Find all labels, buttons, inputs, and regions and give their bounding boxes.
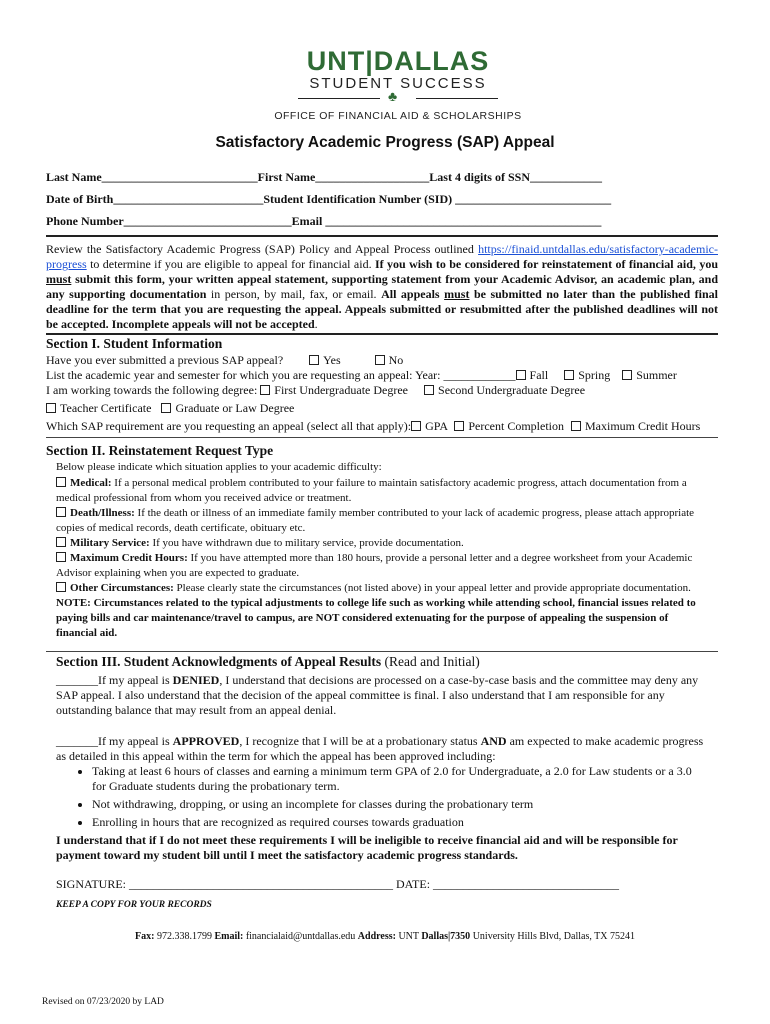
other-circumstances-checkbox[interactable]	[56, 582, 66, 592]
spring-checkbox[interactable]	[564, 370, 574, 380]
logo-rule-left	[298, 98, 380, 99]
no-checkbox[interactable]	[375, 355, 385, 365]
list-item: • Not withdrawing, dropping, or using an incomplete for classes during the probationary term	[92, 797, 706, 812]
fall-checkbox[interactable]	[516, 370, 526, 380]
sap-policy-link[interactable]: https://finaid.untdallas.edu/satisfactory-academic-progress	[46, 242, 718, 271]
logo-subtitle: STUDENT SUCCESS	[309, 75, 487, 92]
appeal-term-question: List the academic year and semester for which you are requesting an appeal: Year: ____________ Fall Spring Summer	[46, 368, 677, 382]
revised-date: Revised on 07/23/2020 by LAD	[42, 997, 164, 1007]
field-row-dob-sid[interactable]: Date of Birth_________________________Student Identification Number (SID) __________________________	[46, 192, 612, 206]
divider	[46, 437, 718, 438]
teacher-cert-checkbox[interactable]	[46, 403, 56, 413]
grad-law-checkbox[interactable]	[161, 403, 171, 413]
signature-row[interactable]: SIGNATURE: ____________________________________________ DATE: _______________________________	[56, 877, 620, 891]
medical-checkbox[interactable]	[56, 477, 66, 487]
divider	[46, 333, 718, 335]
logo-rule-right	[416, 98, 498, 99]
understand-statement: I understand that if I do not meet these requirements I will be ineligible to receive financial aid and will be responsible for payment toward my student bill until I meet the satisfactory academic progress standards.	[56, 833, 678, 862]
section1-heading: Section I. Student Information	[46, 336, 223, 351]
field-row-name[interactable]: Last Name__________________________First Name___________________Last 4 digits of SSN____________	[46, 170, 602, 184]
list-item: • Enrolling in hours that are recognized as required courses towards graduation	[92, 815, 706, 830]
section2-heading: Section II. Reinstatement Request Type	[46, 443, 274, 458]
section3-heading: Section III. Student Acknowledgments of Appeal Results (Read and Initial)	[56, 654, 480, 669]
gpa-checkbox[interactable]	[411, 421, 421, 431]
yes-checkbox[interactable]	[309, 355, 319, 365]
form-title: Satisfactory Academic Progress (SAP) Appeal	[215, 134, 555, 151]
degree-question: I am working towards the following degree: First Undergraduate Degree Second Undergraduate Degree	[46, 383, 586, 397]
probation-requirements-list	[56, 764, 706, 830]
approved-acknowledgment: _______If my appeal is APPROVED, I recognize that I will be at a probationary status AND am expected to make academic progress as detailed in this appeal within the term for which the appeal has been approved including: • Taking at least 6 hours of classes and earning a minimum term GPA of 2.0 for Undergraduate, a 2.0 for Law students or a 3.0 for Graduate students during the probationary term. • Not withdrawing, dropping, or using an incomplete for classes during the probationary term • Enrolling in hours that are recognized as required courses towards graduation I understand that if I do not meet these requirements I will be ineligible to receive financial aid and will be responsible for payment toward my student bill until I meet the satisfactory academic progress standards.	[56, 734, 706, 863]
logo-name: UNT|DALLAS	[306, 46, 490, 76]
paw-icon: ♣	[388, 90, 398, 105]
denied-acknowledgment: _______If my appeal is DENIED, I understand that decisions are processed on a case-by-case basis and the committee may deny any SAP appeal. I also understand that the decision of the appeal committee is final. I also understand that I am responsible for any outstanding balance that may result from an appeal denial.	[56, 673, 699, 717]
second-ug-checkbox[interactable]	[424, 385, 434, 395]
degree-options-row2: Teacher Certificate Graduate or Law Degree	[46, 401, 294, 416]
max-credit-hours-checkbox[interactable]	[56, 552, 66, 562]
percent-completion-checkbox[interactable]	[454, 421, 464, 431]
section2-note: NOTE: Circumstances related to the typical adjustments to college life such as working while attending school, financial issues related to paying bills and car maintenance/travel to campus, are NOT considered extenuating for the purpose of appealing the suspension of financial aid.	[56, 597, 696, 639]
logo-office: OFFICE OF FINANCIAL AID & SCHOLARSHIPS	[274, 110, 522, 122]
intro-paragraph: Review the Satisfactory Academic Progress (SAP) Policy and Appeal Process outlined https://finaid.untdallas.edu/satisfactory-academic-progress to determine if you are eligible to appeal for financial aid. If you wish to be considered for reinstatement of financial aid, you must submit this form, your written appeal statement, supporting statement from your Academic Advisor, an academic plan, and any supporting documentation in person, by mail, fax, or email. All appeals must be submitted no later than the published final deadline for the term that you are requesting the appeal. Appeals submitted or resubmitted after the published deadlines will not be accepted. Incomplete appeals will not be accepted.	[46, 242, 719, 331]
first-ug-checkbox[interactable]	[260, 385, 270, 395]
prev-appeal-question: Have you ever submitted a previous SAP appeal? Yes No	[46, 353, 404, 367]
contact-footer: Fax: 972.338.1799 Email: financialaid@untdallas.edu Address: UNT Dallas|7350 University Hills Blvd, Dallas, TX 75241	[134, 931, 635, 942]
sap-requirement-question: Which SAP requirement are you requesting an appeal (select all that apply): GPA Percent Completion Maximum Credit Hours	[46, 419, 701, 433]
summer-checkbox[interactable]	[622, 370, 632, 380]
field-row-phone-email[interactable]: Phone Number____________________________Email ______________________________________________	[46, 214, 602, 228]
divider	[46, 235, 718, 237]
list-item: • Taking at least 6 hours of classes and earning a minimum term GPA of 2.0 for Undergraduate, a 2.0 for Law students or a 3.0 for Graduate students during the probationary term.	[92, 764, 706, 794]
keep-copy-note: KEEP A COPY FOR YOUR RECORDS	[56, 900, 212, 910]
divider	[46, 651, 718, 652]
section2-body: Below please indicate which situation applies to your academic difficulty: Medical: If a personal medical problem contributed to your failure to maintain satisfactory academic progress, attach documentation from a medical professional from whom you received advice or treatment. Death/Illness: If the death or illness of an immediate family member contributed to your lack of academic progress, please attach appropriate copies of medical records, death certificate, obituary etc. Military Service: If you have withdrawn due to military service, provide documentation. Maximum Credit Hours: If you have attempted more than 180 hours, provide a personal letter and a degree worksheet from your Academic Advisor explaining when you are expected to graduate. Other Circumstances: Please clearly state the circumstances (not listed above) in your appeal letter and provide appropriate documentation. NOTE: Circumstances related to the typical adjustments to college life such as working while attending school, financial issues related to paying bills and car maintenance/travel to campus, are NOT considered extenuating for the purpose of appealing the suspension of financial aid.	[56, 460, 706, 641]
military-checkbox[interactable]	[56, 537, 66, 547]
death-illness-checkbox[interactable]	[56, 507, 66, 517]
max-credit-checkbox[interactable]	[571, 421, 581, 431]
unt-dallas-logo	[274, 46, 522, 126]
